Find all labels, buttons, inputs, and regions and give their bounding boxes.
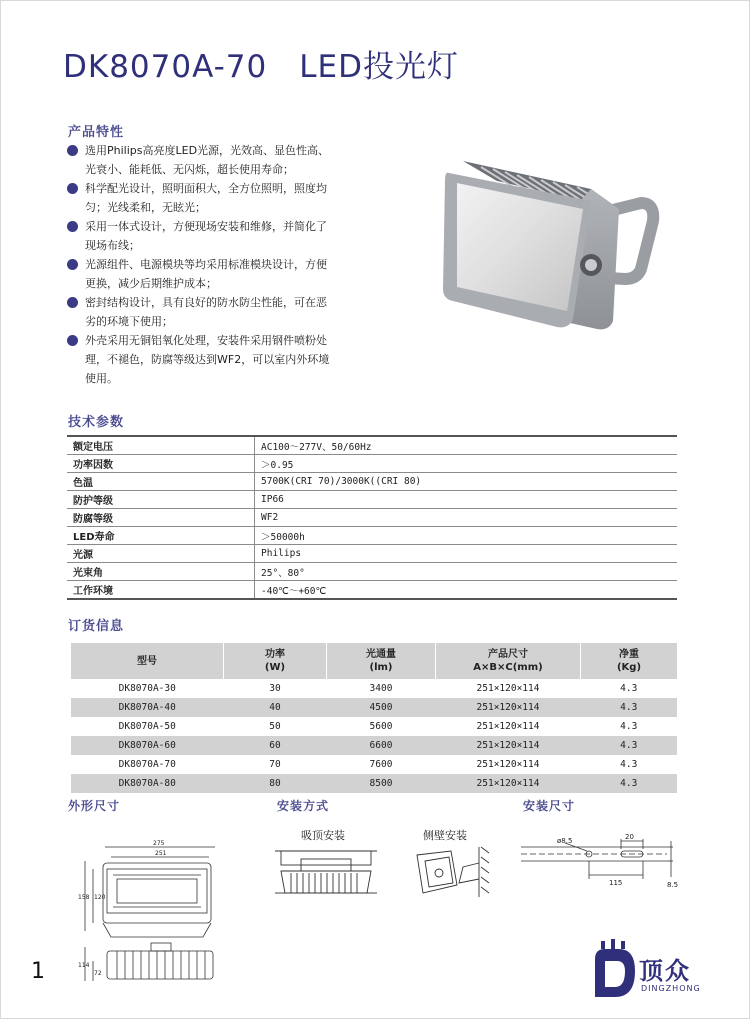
bullet-icon — [67, 221, 78, 232]
size-label: 20 — [625, 833, 634, 841]
size-label: 115 — [609, 879, 623, 887]
spec-table — [67, 435, 677, 600]
spec-row: 防护等级 IP66 — [67, 491, 677, 509]
ceiling-mount-label: 吸顶安装 — [301, 829, 345, 842]
order-heading: 订货信息 — [68, 619, 125, 634]
spec-row: 防腐等级 WF2 — [67, 509, 677, 527]
brand-name: 顶众 — [639, 957, 691, 985]
install-size-drawing — [517, 831, 677, 891]
table-row: DK8070A-70 70 7600 251×120×114 4.3 — [71, 755, 677, 774]
bullet-icon — [67, 259, 78, 270]
spec-row: 光源 Philips — [67, 545, 677, 563]
dim-label: 114 — [78, 962, 90, 969]
spec-row: 功率因数 ＞0.95 — [67, 455, 677, 473]
dim-label: 120 — [94, 894, 106, 901]
spec-row: 额定电压 AC100～277V、50/60Hz — [67, 436, 677, 455]
product-image — [441, 151, 661, 341]
dim-label: 275 — [153, 840, 165, 847]
spec-row: LED寿命 ＞50000h — [67, 527, 677, 545]
title-model: DK8070A-70 — [63, 49, 268, 85]
table-row: DK8070A-40 40 4500 251×120×114 4.3 — [71, 698, 677, 717]
spec-row: 色温 5700K(CRI 70)/3000K((CRI 80) — [67, 473, 677, 491]
specs-heading: 技术参数 — [68, 415, 125, 430]
title-name: LED投光灯 — [299, 49, 459, 85]
feature-item: 采用一体式设计，方便现场安装和维修，并简化了现场布线； — [65, 217, 333, 255]
dim-label: 251 — [155, 850, 167, 857]
size-label: ø8.5 — [557, 837, 573, 845]
features-list — [65, 141, 333, 388]
order-col-flux: 光通量 (lm) — [327, 643, 436, 679]
wall-mount-label: 侧壁安装 — [423, 829, 467, 842]
order-col-size: 产品尺寸 A×B×C(mm) — [436, 643, 581, 679]
feature-item: 光源组件、电源模块等均采用标准模块设计，方便更换，减少后期维护成本； — [65, 255, 333, 293]
features-heading: 产品特性 — [68, 125, 125, 140]
page-number: 1 — [31, 959, 45, 984]
bullet-icon — [67, 335, 78, 346]
spec-row: 工作环境 -40℃～+60℃ — [67, 581, 677, 600]
dim-label: 158 — [78, 894, 90, 901]
bullet-icon — [67, 297, 78, 308]
install-method-heading: 安装方式 — [277, 799, 330, 813]
page-title — [63, 41, 459, 86]
dimension-drawing — [77, 839, 227, 991]
order-col-weight: 净重 (Kg) — [581, 643, 678, 679]
spec-row: 光束角 25°、80° — [67, 563, 677, 581]
feature-item: 科学配光设计，照明面积大，全方位照明，照度均匀；光线柔和，无眩光； — [65, 179, 333, 217]
order-header-row — [71, 643, 677, 679]
feature-item: 密封结构设计，具有良好的防水防尘性能，可在恶劣的环境下使用； — [65, 293, 333, 331]
bullet-icon — [67, 145, 78, 156]
dim-label: 72 — [94, 970, 102, 977]
ceiling-mount-drawing — [271, 843, 381, 907]
table-row: DK8070A-80 80 8500 251×120×114 4.3 — [71, 774, 677, 793]
order-table — [71, 643, 677, 793]
feature-item: 外壳采用无铜铝氧化处理，安装件采用钢件喷粉处理，不褪色，防腐等级达到WF2，可以室内外环境使用。 — [65, 331, 333, 388]
feature-item: 选用Philips高亮度LED光源，光效高、显色性高、光衰小、能耗低、无闪烁，超长使用寿命； — [65, 141, 333, 179]
install-size-heading: 安装尺寸 — [523, 799, 576, 813]
table-row: DK8070A-30 30 3400 251×120×114 4.3 — [71, 679, 677, 698]
order-col-model: 型号 — [71, 643, 224, 679]
table-row: DK8070A-50 50 5600 251×120×114 4.3 — [71, 717, 677, 736]
brand-english: DINGZHONG — [641, 984, 701, 993]
bullet-icon — [67, 183, 78, 194]
dimensions-heading: 外形尺寸 — [68, 799, 121, 813]
order-col-power: 功率 (W) — [224, 643, 327, 679]
wall-mount-drawing — [409, 843, 495, 903]
size-label: 8.5 — [667, 881, 679, 889]
table-row: DK8070A-60 60 6600 251×120×114 4.3 — [71, 736, 677, 755]
